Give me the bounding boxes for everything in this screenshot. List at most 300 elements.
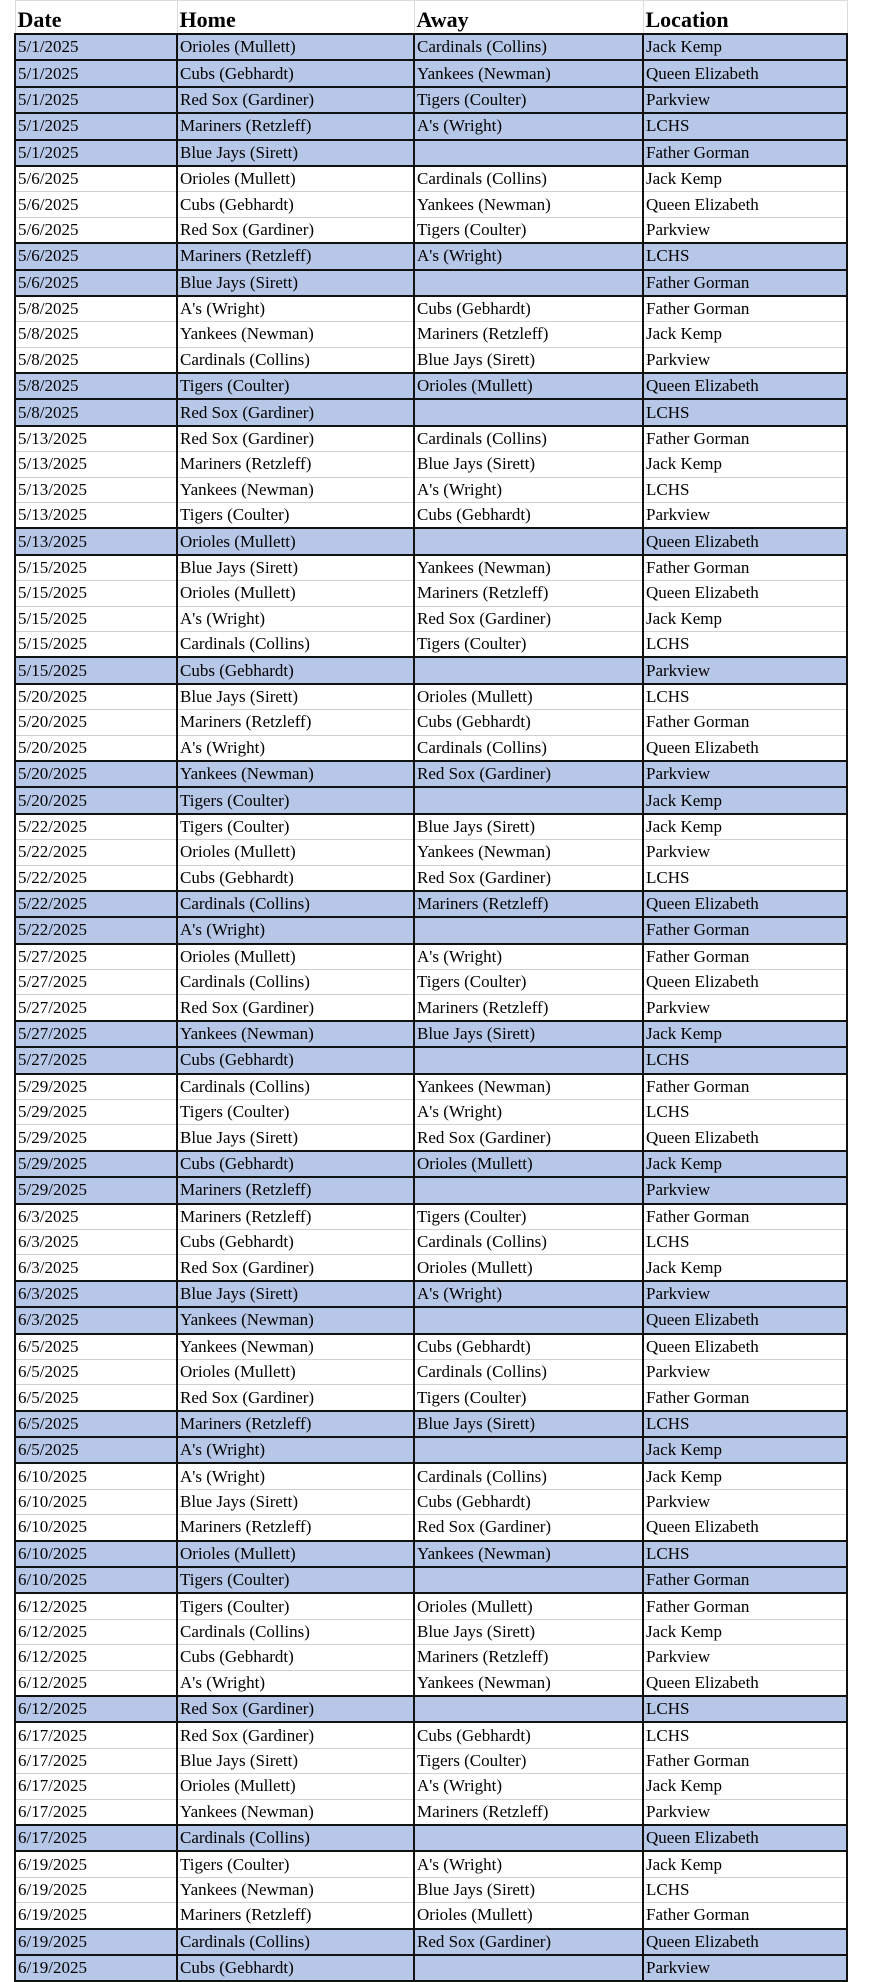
cell-away[interactable]: Tigers (Coulter) xyxy=(414,87,643,113)
cell-date[interactable]: 6/10/2025 xyxy=(15,1489,177,1514)
cell-location[interactable]: Jack Kemp xyxy=(643,1463,847,1489)
cell-location[interactable]: Father Gorman xyxy=(643,140,847,166)
cell-away[interactable] xyxy=(414,787,643,813)
cell-away[interactable]: Yankees (Newman) xyxy=(414,1074,643,1100)
cell-location[interactable]: Queen Elizabeth xyxy=(643,1670,847,1696)
cell-away[interactable] xyxy=(414,1696,643,1722)
cell-date[interactable]: 6/19/2025 xyxy=(15,1877,177,1902)
cell-away[interactable]: Cardinals (Collins) xyxy=(414,166,643,192)
cell-away[interactable]: A's (Wright) xyxy=(414,113,643,139)
cell-away[interactable]: Red Sox (Gardiner) xyxy=(414,606,643,631)
cell-location[interactable]: LCHS xyxy=(643,865,847,891)
cell-away[interactable]: Blue Jays (Sirett) xyxy=(414,814,643,840)
cell-away[interactable] xyxy=(414,1825,643,1851)
cell-away[interactable] xyxy=(414,140,643,166)
cell-location[interactable]: Father Gorman xyxy=(643,1593,847,1619)
cell-date[interactable]: 6/3/2025 xyxy=(15,1204,177,1230)
cell-away[interactable]: Blue Jays (Sirett) xyxy=(414,1411,643,1437)
cell-away[interactable]: Blue Jays (Sirett) xyxy=(414,1877,643,1902)
cell-home[interactable]: Cubs (Gebhardt) xyxy=(177,1151,414,1177)
cell-location[interactable]: Parkview xyxy=(643,1281,847,1307)
cell-away[interactable]: Mariners (Retzleff) xyxy=(414,1645,643,1670)
cell-date[interactable]: 5/27/2025 xyxy=(15,1047,177,1073)
cell-location[interactable]: Queen Elizabeth xyxy=(643,1825,847,1851)
cell-away[interactable]: Red Sox (Gardiner) xyxy=(414,1929,643,1955)
cell-home[interactable]: Yankees (Newman) xyxy=(177,1334,414,1360)
cell-home[interactable]: Yankees (Newman) xyxy=(177,322,414,347)
cell-home[interactable]: Red Sox (Gardiner) xyxy=(177,1696,414,1722)
cell-date[interactable]: 5/27/2025 xyxy=(15,995,177,1021)
cell-location[interactable]: Father Gorman xyxy=(643,1385,847,1411)
cell-location[interactable]: LCHS xyxy=(643,1411,847,1437)
cell-location[interactable]: Parkview xyxy=(643,1645,847,1670)
cell-home[interactable]: Red Sox (Gardiner) xyxy=(177,399,414,425)
cell-home[interactable]: Cardinals (Collins) xyxy=(177,891,414,917)
cell-date[interactable]: 5/13/2025 xyxy=(15,426,177,452)
cell-home[interactable]: Red Sox (Gardiner) xyxy=(177,1722,414,1748)
cell-away[interactable]: Tigers (Coulter) xyxy=(414,970,643,995)
cell-location[interactable]: Parkview xyxy=(643,1955,847,1981)
cell-location[interactable]: Queen Elizabeth xyxy=(643,528,847,554)
cell-home[interactable]: Red Sox (Gardiner) xyxy=(177,1255,414,1281)
cell-home[interactable]: A's (Wright) xyxy=(177,296,414,322)
cell-date[interactable]: 6/5/2025 xyxy=(15,1359,177,1384)
cell-location[interactable]: LCHS xyxy=(643,243,847,269)
cell-location[interactable]: Parkview xyxy=(643,217,847,243)
cell-home[interactable]: Orioles (Mullett) xyxy=(177,166,414,192)
cell-location[interactable]: Parkview xyxy=(643,657,847,683)
cell-date[interactable]: 6/19/2025 xyxy=(15,1929,177,1955)
cell-away[interactable]: Cardinals (Collins) xyxy=(414,735,643,761)
cell-date[interactable]: 6/12/2025 xyxy=(15,1696,177,1722)
cell-home[interactable]: Orioles (Mullett) xyxy=(177,581,414,606)
cell-date[interactable]: 6/19/2025 xyxy=(15,1903,177,1929)
cell-away[interactable]: Red Sox (Gardiner) xyxy=(414,1515,643,1541)
cell-away[interactable]: Mariners (Retzleff) xyxy=(414,581,643,606)
cell-date[interactable]: 6/5/2025 xyxy=(15,1385,177,1411)
cell-location[interactable]: Father Gorman xyxy=(643,555,847,581)
cell-away[interactable] xyxy=(414,1437,643,1463)
cell-home[interactable]: Cubs (Gebhardt) xyxy=(177,865,414,891)
cell-away[interactable]: Tigers (Coulter) xyxy=(414,1385,643,1411)
cell-home[interactable]: Cardinals (Collins) xyxy=(177,1074,414,1100)
cell-away[interactable]: Yankees (Newman) xyxy=(414,60,643,86)
cell-away[interactable]: Cubs (Gebhardt) xyxy=(414,296,643,322)
cell-home[interactable]: A's (Wright) xyxy=(177,1437,414,1463)
cell-home[interactable]: Mariners (Retzleff) xyxy=(177,1411,414,1437)
cell-home[interactable]: Yankees (Newman) xyxy=(177,761,414,787)
cell-away[interactable]: A's (Wright) xyxy=(414,1100,643,1125)
cell-away[interactable]: Red Sox (Gardiner) xyxy=(414,865,643,891)
cell-home[interactable]: Tigers (Coulter) xyxy=(177,503,414,529)
cell-location[interactable]: Jack Kemp xyxy=(643,1151,847,1177)
cell-home[interactable]: Orioles (Mullett) xyxy=(177,34,414,60)
cell-location[interactable]: LCHS xyxy=(643,1100,847,1125)
cell-date[interactable]: 5/8/2025 xyxy=(15,373,177,399)
cell-away[interactable]: A's (Wright) xyxy=(414,243,643,269)
cell-location[interactable]: LCHS xyxy=(643,1696,847,1722)
cell-away[interactable]: Orioles (Mullett) xyxy=(414,1903,643,1929)
cell-home[interactable]: Red Sox (Gardiner) xyxy=(177,87,414,113)
cell-away[interactable] xyxy=(414,1307,643,1333)
cell-home[interactable]: Cubs (Gebhardt) xyxy=(177,1645,414,1670)
cell-away[interactable]: Red Sox (Gardiner) xyxy=(414,761,643,787)
cell-home[interactable]: Cubs (Gebhardt) xyxy=(177,1955,414,1981)
cell-location[interactable]: Queen Elizabeth xyxy=(643,60,847,86)
cell-date[interactable]: 5/13/2025 xyxy=(15,528,177,554)
cell-location[interactable]: Jack Kemp xyxy=(643,166,847,192)
cell-location[interactable]: Father Gorman xyxy=(643,1074,847,1100)
cell-location[interactable]: Parkview xyxy=(643,1177,847,1203)
cell-away[interactable]: Mariners (Retzleff) xyxy=(414,1799,643,1825)
cell-home[interactable]: Cardinals (Collins) xyxy=(177,1825,414,1851)
cell-date[interactable]: 5/1/2025 xyxy=(15,113,177,139)
cell-home[interactable]: Mariners (Retzleff) xyxy=(177,1903,414,1929)
cell-location[interactable]: LCHS xyxy=(643,399,847,425)
cell-home[interactable]: Orioles (Mullett) xyxy=(177,1359,414,1384)
cell-location[interactable]: LCHS xyxy=(643,1722,847,1748)
cell-location[interactable]: Father Gorman xyxy=(643,1567,847,1593)
cell-date[interactable]: 6/10/2025 xyxy=(15,1567,177,1593)
cell-location[interactable]: Jack Kemp xyxy=(643,452,847,477)
cell-away[interactable]: Tigers (Coulter) xyxy=(414,1748,643,1773)
cell-date[interactable]: 5/22/2025 xyxy=(15,814,177,840)
cell-away[interactable]: Tigers (Coulter) xyxy=(414,217,643,243)
cell-home[interactable]: Cubs (Gebhardt) xyxy=(177,192,414,217)
cell-away[interactable]: Tigers (Coulter) xyxy=(414,1204,643,1230)
cell-location[interactable]: Jack Kemp xyxy=(643,1437,847,1463)
cell-away[interactable] xyxy=(414,1177,643,1203)
cell-location[interactable]: LCHS xyxy=(643,631,847,657)
cell-home[interactable]: Cubs (Gebhardt) xyxy=(177,657,414,683)
cell-location[interactable]: Queen Elizabeth xyxy=(643,891,847,917)
cell-away[interactable] xyxy=(414,528,643,554)
cell-location[interactable]: Jack Kemp xyxy=(643,1021,847,1047)
cell-away[interactable]: Yankees (Newman) xyxy=(414,192,643,217)
cell-home[interactable]: Orioles (Mullett) xyxy=(177,528,414,554)
cell-away[interactable]: Cardinals (Collins) xyxy=(414,426,643,452)
cell-away[interactable]: Blue Jays (Sirett) xyxy=(414,1021,643,1047)
cell-home[interactable]: Blue Jays (Sirett) xyxy=(177,555,414,581)
cell-home[interactable]: A's (Wright) xyxy=(177,1670,414,1696)
cell-date[interactable]: 6/3/2025 xyxy=(15,1255,177,1281)
cell-date[interactable]: 5/8/2025 xyxy=(15,296,177,322)
cell-location[interactable]: Father Gorman xyxy=(643,944,847,970)
cell-date[interactable]: 5/22/2025 xyxy=(15,865,177,891)
cell-location[interactable]: LCHS xyxy=(643,113,847,139)
cell-away[interactable]: Yankees (Newman) xyxy=(414,1541,643,1567)
cell-away[interactable]: Blue Jays (Sirett) xyxy=(414,347,643,373)
cell-home[interactable]: Red Sox (Gardiner) xyxy=(177,1385,414,1411)
cell-away[interactable]: Cubs (Gebhardt) xyxy=(414,710,643,735)
cell-date[interactable]: 6/17/2025 xyxy=(15,1774,177,1799)
cell-away[interactable]: Orioles (Mullett) xyxy=(414,373,643,399)
cell-home[interactable]: Orioles (Mullett) xyxy=(177,1541,414,1567)
cell-away[interactable]: Orioles (Mullett) xyxy=(414,1593,643,1619)
cell-location[interactable]: Parkview xyxy=(643,347,847,373)
cell-location[interactable]: LCHS xyxy=(643,1541,847,1567)
cell-home[interactable]: Blue Jays (Sirett) xyxy=(177,684,414,710)
cell-date[interactable]: 6/19/2025 xyxy=(15,1955,177,1981)
cell-location[interactable]: Parkview xyxy=(643,503,847,529)
cell-location[interactable]: LCHS xyxy=(643,1229,847,1254)
cell-date[interactable]: 5/6/2025 xyxy=(15,217,177,243)
cell-date[interactable]: 5/27/2025 xyxy=(15,944,177,970)
cell-home[interactable]: Yankees (Newman) xyxy=(177,477,414,502)
cell-location[interactable]: Jack Kemp xyxy=(643,814,847,840)
cell-home[interactable]: Tigers (Coulter) xyxy=(177,814,414,840)
cell-date[interactable]: 6/19/2025 xyxy=(15,1851,177,1877)
cell-away[interactable]: A's (Wright) xyxy=(414,1851,643,1877)
cell-home[interactable]: Tigers (Coulter) xyxy=(177,1851,414,1877)
cell-date[interactable]: 5/20/2025 xyxy=(15,684,177,710)
cell-home[interactable]: Cubs (Gebhardt) xyxy=(177,1229,414,1254)
cell-location[interactable]: Father Gorman xyxy=(643,710,847,735)
cell-home[interactable]: Orioles (Mullett) xyxy=(177,840,414,865)
cell-date[interactable]: 6/5/2025 xyxy=(15,1411,177,1437)
cell-away[interactable]: Tigers (Coulter) xyxy=(414,631,643,657)
cell-location[interactable]: Jack Kemp xyxy=(643,1851,847,1877)
cell-date[interactable]: 6/17/2025 xyxy=(15,1825,177,1851)
cell-home[interactable]: Blue Jays (Sirett) xyxy=(177,140,414,166)
cell-date[interactable]: 6/3/2025 xyxy=(15,1307,177,1333)
cell-location[interactable]: Father Gorman xyxy=(643,1748,847,1773)
cell-home[interactable]: Cardinals (Collins) xyxy=(177,970,414,995)
cell-location[interactable]: Queen Elizabeth xyxy=(643,1515,847,1541)
cell-date[interactable]: 6/10/2025 xyxy=(15,1515,177,1541)
cell-date[interactable]: 5/15/2025 xyxy=(15,581,177,606)
cell-date[interactable]: 6/3/2025 xyxy=(15,1281,177,1307)
cell-date[interactable]: 6/10/2025 xyxy=(15,1541,177,1567)
cell-location[interactable]: Parkview xyxy=(643,87,847,113)
cell-date[interactable]: 5/8/2025 xyxy=(15,322,177,347)
cell-location[interactable]: Queen Elizabeth xyxy=(643,1929,847,1955)
cell-date[interactable]: 5/6/2025 xyxy=(15,270,177,296)
cell-date[interactable]: 5/15/2025 xyxy=(15,657,177,683)
cell-away[interactable] xyxy=(414,270,643,296)
cell-home[interactable]: Cardinals (Collins) xyxy=(177,347,414,373)
cell-home[interactable]: Yankees (Newman) xyxy=(177,1799,414,1825)
cell-home[interactable]: Blue Jays (Sirett) xyxy=(177,1489,414,1514)
cell-location[interactable]: Queen Elizabeth xyxy=(643,581,847,606)
cell-home[interactable]: Yankees (Newman) xyxy=(177,1307,414,1333)
cell-home[interactable]: Cubs (Gebhardt) xyxy=(177,1047,414,1073)
cell-date[interactable]: 6/12/2025 xyxy=(15,1670,177,1696)
cell-location[interactable]: Father Gorman xyxy=(643,917,847,943)
cell-home[interactable]: Tigers (Coulter) xyxy=(177,1100,414,1125)
cell-date[interactable]: 5/6/2025 xyxy=(15,192,177,217)
cell-home[interactable]: Mariners (Retzleff) xyxy=(177,1204,414,1230)
cell-date[interactable]: 5/20/2025 xyxy=(15,761,177,787)
cell-location[interactable]: Parkview xyxy=(643,761,847,787)
cell-location[interactable]: Queen Elizabeth xyxy=(643,1125,847,1151)
cell-location[interactable]: Father Gorman xyxy=(643,426,847,452)
cell-home[interactable]: Mariners (Retzleff) xyxy=(177,113,414,139)
cell-home[interactable]: A's (Wright) xyxy=(177,606,414,631)
cell-away[interactable]: Orioles (Mullett) xyxy=(414,1151,643,1177)
cell-home[interactable]: Tigers (Coulter) xyxy=(177,787,414,813)
cell-location[interactable]: Queen Elizabeth xyxy=(643,1307,847,1333)
cell-date[interactable]: 5/22/2025 xyxy=(15,840,177,865)
cell-date[interactable]: 6/12/2025 xyxy=(15,1593,177,1619)
cell-location[interactable]: Jack Kemp xyxy=(643,34,847,60)
cell-location[interactable]: LCHS xyxy=(643,477,847,502)
cell-away[interactable]: Yankees (Newman) xyxy=(414,555,643,581)
cell-away[interactable]: Mariners (Retzleff) xyxy=(414,322,643,347)
cell-away[interactable]: Cardinals (Collins) xyxy=(414,34,643,60)
cell-date[interactable]: 5/1/2025 xyxy=(15,60,177,86)
cell-date[interactable]: 6/10/2025 xyxy=(15,1463,177,1489)
cell-home[interactable]: Mariners (Retzleff) xyxy=(177,1177,414,1203)
cell-location[interactable]: Father Gorman xyxy=(643,1903,847,1929)
cell-location[interactable]: Queen Elizabeth xyxy=(643,192,847,217)
cell-away[interactable]: Yankees (Newman) xyxy=(414,1670,643,1696)
cell-away[interactable]: Cardinals (Collins) xyxy=(414,1359,643,1384)
cell-home[interactable]: Orioles (Mullett) xyxy=(177,944,414,970)
cell-location[interactable]: Jack Kemp xyxy=(643,1619,847,1644)
cell-home[interactable]: Cardinals (Collins) xyxy=(177,1619,414,1644)
cell-away[interactable]: Orioles (Mullett) xyxy=(414,1255,643,1281)
cell-location[interactable]: Parkview xyxy=(643,1359,847,1384)
cell-away[interactable]: Red Sox (Gardiner) xyxy=(414,1125,643,1151)
cell-home[interactable]: Cardinals (Collins) xyxy=(177,631,414,657)
cell-home[interactable]: Orioles (Mullett) xyxy=(177,1774,414,1799)
cell-date[interactable]: 6/12/2025 xyxy=(15,1645,177,1670)
cell-away[interactable] xyxy=(414,1955,643,1981)
cell-date[interactable]: 5/8/2025 xyxy=(15,347,177,373)
cell-date[interactable]: 5/8/2025 xyxy=(15,399,177,425)
cell-location[interactable]: Father Gorman xyxy=(643,296,847,322)
cell-date[interactable]: 5/15/2025 xyxy=(15,631,177,657)
cell-home[interactable]: Tigers (Coulter) xyxy=(177,1567,414,1593)
cell-date[interactable]: 5/13/2025 xyxy=(15,452,177,477)
cell-away[interactable]: Mariners (Retzleff) xyxy=(414,891,643,917)
cell-date[interactable]: 5/20/2025 xyxy=(15,735,177,761)
cell-date[interactable]: 5/29/2025 xyxy=(15,1177,177,1203)
cell-away[interactable]: Cardinals (Collins) xyxy=(414,1229,643,1254)
cell-date[interactable]: 5/29/2025 xyxy=(15,1074,177,1100)
cell-date[interactable]: 5/27/2025 xyxy=(15,970,177,995)
cell-location[interactable]: Jack Kemp xyxy=(643,1255,847,1281)
cell-date[interactable]: 6/17/2025 xyxy=(15,1799,177,1825)
cell-home[interactable]: Red Sox (Gardiner) xyxy=(177,217,414,243)
cell-location[interactable]: Parkview xyxy=(643,840,847,865)
cell-location[interactable]: Jack Kemp xyxy=(643,606,847,631)
cell-date[interactable]: 5/15/2025 xyxy=(15,606,177,631)
cell-date[interactable]: 5/27/2025 xyxy=(15,1021,177,1047)
cell-location[interactable]: Father Gorman xyxy=(643,270,847,296)
cell-home[interactable]: Tigers (Coulter) xyxy=(177,1593,414,1619)
cell-date[interactable]: 5/20/2025 xyxy=(15,710,177,735)
cell-location[interactable]: Parkview xyxy=(643,1799,847,1825)
cell-away[interactable]: Blue Jays (Sirett) xyxy=(414,452,643,477)
cell-away[interactable]: Cubs (Gebhardt) xyxy=(414,1489,643,1514)
cell-location[interactable]: LCHS xyxy=(643,1047,847,1073)
cell-home[interactable]: A's (Wright) xyxy=(177,735,414,761)
cell-date[interactable]: 5/22/2025 xyxy=(15,891,177,917)
cell-date[interactable]: 6/5/2025 xyxy=(15,1334,177,1360)
cell-home[interactable]: A's (Wright) xyxy=(177,917,414,943)
cell-date[interactable]: 5/1/2025 xyxy=(15,87,177,113)
cell-away[interactable]: Cubs (Gebhardt) xyxy=(414,503,643,529)
cell-home[interactable]: Blue Jays (Sirett) xyxy=(177,1125,414,1151)
cell-away[interactable]: Cubs (Gebhardt) xyxy=(414,1334,643,1360)
cell-away[interactable] xyxy=(414,1567,643,1593)
cell-location[interactable]: Jack Kemp xyxy=(643,1774,847,1799)
cell-away[interactable]: Orioles (Mullett) xyxy=(414,684,643,710)
cell-date[interactable]: 5/22/2025 xyxy=(15,917,177,943)
cell-date[interactable]: 6/12/2025 xyxy=(15,1619,177,1644)
cell-away[interactable] xyxy=(414,657,643,683)
cell-date[interactable]: 5/29/2025 xyxy=(15,1151,177,1177)
cell-away[interactable] xyxy=(414,399,643,425)
cell-home[interactable]: Blue Jays (Sirett) xyxy=(177,1281,414,1307)
cell-away[interactable]: A's (Wright) xyxy=(414,944,643,970)
cell-home[interactable]: Cubs (Gebhardt) xyxy=(177,60,414,86)
cell-away[interactable]: A's (Wright) xyxy=(414,1774,643,1799)
cell-away[interactable]: Cardinals (Collins) xyxy=(414,1463,643,1489)
cell-date[interactable]: 5/6/2025 xyxy=(15,166,177,192)
cell-home[interactable]: Red Sox (Gardiner) xyxy=(177,995,414,1021)
cell-away[interactable]: Blue Jays (Sirett) xyxy=(414,1619,643,1644)
cell-home[interactable]: Yankees (Newman) xyxy=(177,1877,414,1902)
cell-away[interactable]: Cubs (Gebhardt) xyxy=(414,1722,643,1748)
cell-date[interactable]: 6/17/2025 xyxy=(15,1748,177,1773)
cell-date[interactable]: 5/1/2025 xyxy=(15,34,177,60)
cell-location[interactable]: Jack Kemp xyxy=(643,322,847,347)
cell-away[interactable] xyxy=(414,917,643,943)
cell-home[interactable]: Blue Jays (Sirett) xyxy=(177,1748,414,1773)
cell-home[interactable]: Tigers (Coulter) xyxy=(177,373,414,399)
cell-date[interactable]: 6/5/2025 xyxy=(15,1437,177,1463)
cell-location[interactable]: Father Gorman xyxy=(643,1204,847,1230)
cell-home[interactable]: Mariners (Retzleff) xyxy=(177,452,414,477)
cell-date[interactable]: 5/29/2025 xyxy=(15,1100,177,1125)
cell-home[interactable]: Mariners (Retzleff) xyxy=(177,1515,414,1541)
cell-home[interactable]: Red Sox (Gardiner) xyxy=(177,426,414,452)
cell-home[interactable]: Mariners (Retzleff) xyxy=(177,243,414,269)
cell-away[interactable] xyxy=(414,1047,643,1073)
cell-home[interactable]: Mariners (Retzleff) xyxy=(177,710,414,735)
cell-away[interactable]: A's (Wright) xyxy=(414,477,643,502)
cell-location[interactable]: Queen Elizabeth xyxy=(643,373,847,399)
cell-away[interactable]: Mariners (Retzleff) xyxy=(414,995,643,1021)
cell-date[interactable]: 5/6/2025 xyxy=(15,243,177,269)
cell-location[interactable]: Parkview xyxy=(643,1489,847,1514)
cell-date[interactable]: 5/15/2025 xyxy=(15,555,177,581)
cell-date[interactable]: 6/3/2025 xyxy=(15,1229,177,1254)
cell-date[interactable]: 5/13/2025 xyxy=(15,503,177,529)
cell-home[interactable]: A's (Wright) xyxy=(177,1463,414,1489)
cell-location[interactable]: LCHS xyxy=(643,1877,847,1902)
cell-away[interactable]: Yankees (Newman) xyxy=(414,840,643,865)
cell-away[interactable]: A's (Wright) xyxy=(414,1281,643,1307)
cell-date[interactable]: 5/1/2025 xyxy=(15,140,177,166)
cell-location[interactable]: LCHS xyxy=(643,684,847,710)
cell-location[interactable]: Queen Elizabeth xyxy=(643,735,847,761)
cell-location[interactable]: Queen Elizabeth xyxy=(643,970,847,995)
cell-location[interactable]: Jack Kemp xyxy=(643,787,847,813)
cell-location[interactable]: Parkview xyxy=(643,995,847,1021)
cell-date[interactable]: 5/20/2025 xyxy=(15,787,177,813)
cell-date[interactable]: 6/17/2025 xyxy=(15,1722,177,1748)
cell-date[interactable]: 5/13/2025 xyxy=(15,477,177,502)
cell-location[interactable]: Queen Elizabeth xyxy=(643,1334,847,1360)
cell-home[interactable]: Yankees (Newman) xyxy=(177,1021,414,1047)
cell-home[interactable]: Blue Jays (Sirett) xyxy=(177,270,414,296)
cell-home[interactable]: Cardinals (Collins) xyxy=(177,1929,414,1955)
cell-date[interactable]: 5/29/2025 xyxy=(15,1125,177,1151)
